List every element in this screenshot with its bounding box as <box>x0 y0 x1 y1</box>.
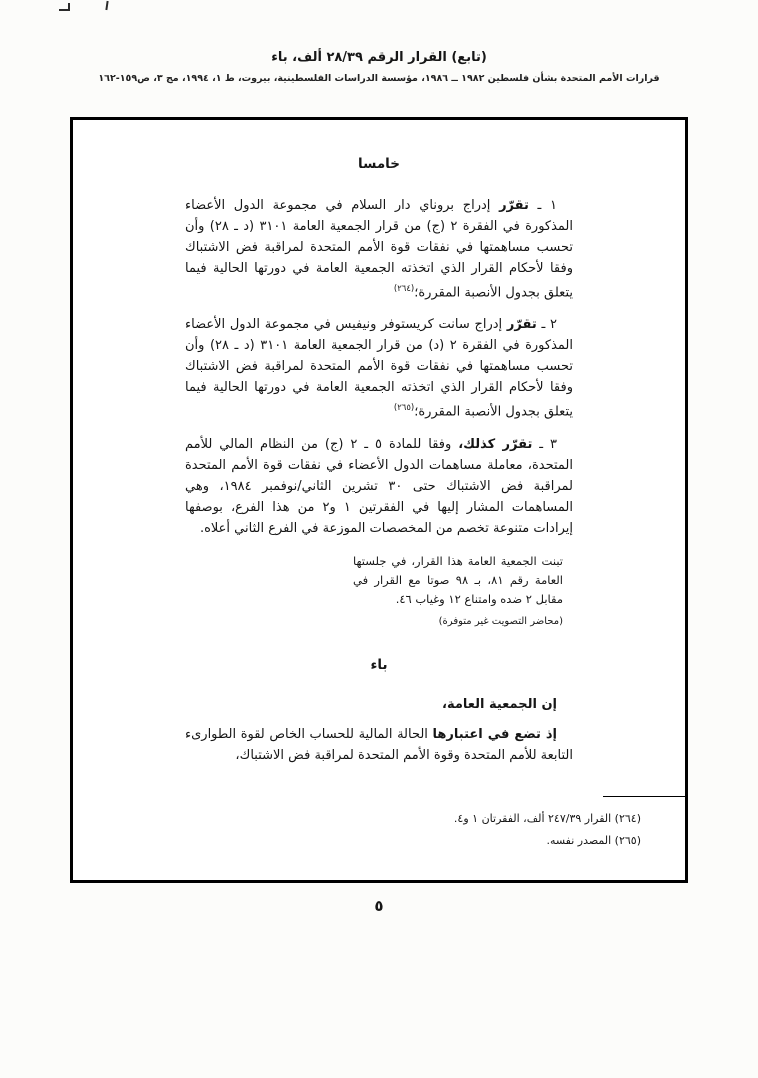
footnote-ref-264: (٢٦٤) <box>393 284 415 294</box>
scan-artifact <box>105 1 108 10</box>
footnote-separator <box>603 796 685 797</box>
page-header <box>0 50 758 84</box>
operative-paragraph-3 <box>185 434 573 539</box>
page-number: ٥ <box>374 897 384 915</box>
adoption-note <box>353 552 563 631</box>
footnote-264: (٢٦٤) القرار ٢٤٧/٣٩ ألف، الفقرتان ١ و٤. <box>453 812 641 825</box>
preamble-intro: إن الجمعية العامة، <box>442 696 557 712</box>
paragraph-3-lead: تقرّر كذلك، <box>458 436 533 452</box>
section-b-heading: باء <box>370 656 388 673</box>
source-citation: قرارات الأمم المتحدة بشأن فلسطين ١٩٨٢ ــ ١٩٨٦، مؤسسة الدراسات الفلسطينية، بيروت، ط ١، ١٩٩٤، مج ٣، ص١٥٩-١٦٢ <box>98 73 660 84</box>
resolution-continuation-title: (تابع) القرار الرقم ٢٨/٣٩ ألف، باء <box>271 50 487 65</box>
paragraph-2-lead: تقرّر <box>506 317 537 333</box>
footnotes-section <box>73 796 685 852</box>
footnote-265: (٢٦٥) المصدر نفسه. <box>546 834 641 847</box>
paragraph-2-text: إدراج سانت كريستوفر ونيفيس في مجموعة الدول الأعضاء المذكورة في الفقرة ٢ (د) من قرار الجمعية العامة ٣١٠١ (د ـ ٢٨) وأن تحسب مساهمتها في نفقات قوة الأمم المتحدة لمراقبة فض الاشتباك وفقا لأحكام القرار الذي اتخذته الجمعية العامة في دورتها الحالية فيما يتعلق بجدول الأنصبة المقررة؛ <box>185 317 573 420</box>
operative-paragraph-2 <box>185 314 573 422</box>
adoption-note-text: تبنت الجمعية العامة هذا القرار، في جلستها العامة رقم ٨١، بـ ٩٨ صوتا مع القرار في مقابل ٢ ضده وامتناع ١٢ وغياب ٤٦. <box>353 553 564 606</box>
preamble-lead: إذ تضع في اعتبارها <box>432 726 557 742</box>
paragraph-2-number: ٢ ـ <box>541 317 557 333</box>
preamble-paragraph <box>185 724 573 766</box>
section-a-heading: خامسا <box>358 156 400 172</box>
footnote-ref-265: (٢٦٥) <box>393 403 415 414</box>
preamble-text: الحالة المالية للحساب الخاص لقوة الطوارىء التابعة للأمم المتحدة وقوة الأمم المتحدة لمراقبة فض الاشتباك، <box>185 726 573 763</box>
paragraph-1-text: إدراج بروناي دار السلام في مجموعة الدول الأعضاء المذكورة في الفقرة ٢ (ج) من قرار الجمعية العامة ٣١٠١ (د ـ ٢٨) وأن تحسب مساهمتها في نفقات قوة الأمم المتحدة لمراقبة فض الاشتباك وفقا لأحكام القرار الذي اتخذته الجمعية العامة في دورتها الحالية فيما يتعلق بجدول الأنصبة المقررة؛ <box>185 198 574 301</box>
document-body <box>185 154 573 766</box>
document-frame <box>70 117 688 883</box>
footnote-list <box>73 808 685 852</box>
scan-artifact <box>68 3 70 11</box>
operative-paragraph-1 <box>185 195 573 303</box>
vote-records-note: (محاضر التصويت غير متوفرة) <box>438 615 563 627</box>
paragraph-1-lead: تقرّر <box>499 198 529 213</box>
paragraph-3-number: ٣ ـ <box>539 436 557 452</box>
paragraph-3-text: وفقا للمادة ٥ ـ ٢ (ج) من النظام المالي للأمم المتحدة، معاملة مساهمات الدول الأعضاء في نفقات قوة الأمم المتحدة لمراقبة فض الاشتباك حتى ٣٠ تشرين الثاني/نوفمبر ١٩٨٤، وهي المساهمات المشار إليها في الفقرتين ١ و٢ من هذا الفرع، بوصفها إيرادات متنوعة تخصم من المخصصات الموزعة في الفرع الثاني أعلاه. <box>185 436 574 536</box>
paragraph-1-number: ١ ـ <box>537 198 557 213</box>
